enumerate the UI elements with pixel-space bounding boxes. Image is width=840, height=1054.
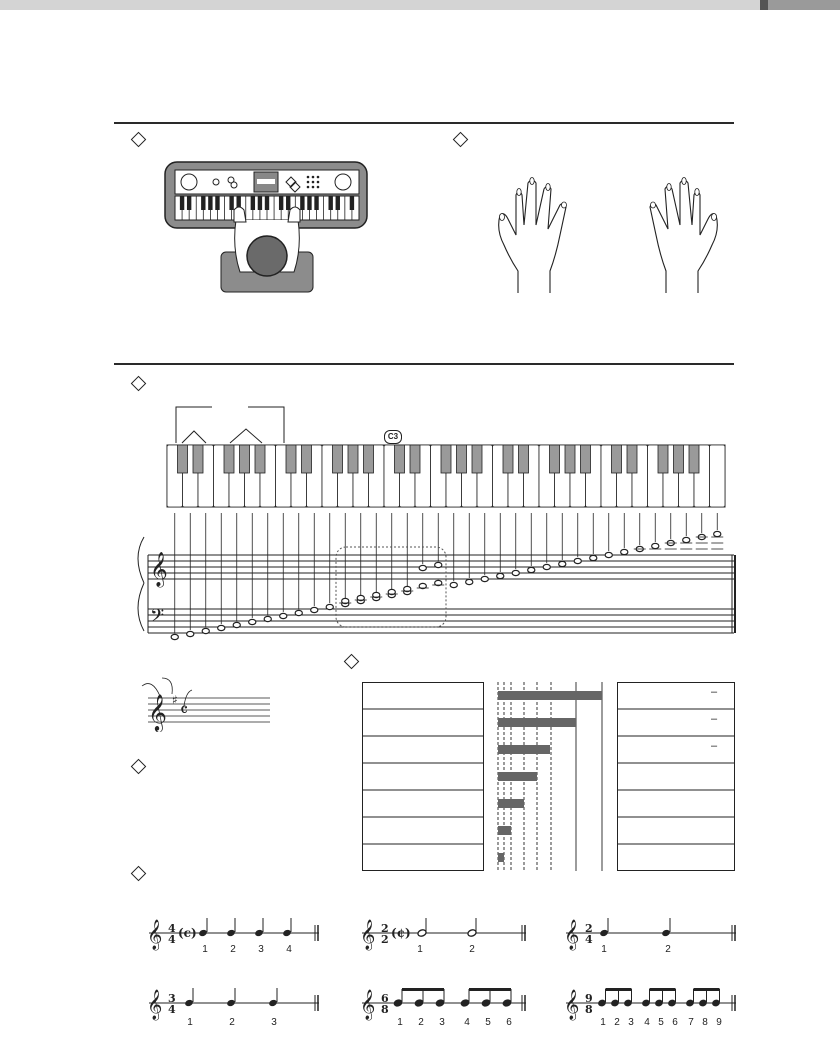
duration-bar — [498, 826, 511, 835]
note-head — [419, 565, 426, 570]
time-sig-bottom: 8 — [585, 1003, 593, 1016]
black-key — [193, 445, 203, 473]
beat-count: 1 — [202, 944, 208, 955]
dash-mark: – — [711, 686, 718, 698]
svg-text:𝄞: 𝄞 — [360, 920, 376, 950]
section-rule-top — [114, 122, 734, 124]
beat-count: 8 — [702, 1017, 708, 1028]
note-head — [683, 537, 690, 542]
beat-count: 3 — [439, 1017, 445, 1028]
note-head — [559, 561, 566, 566]
svg-text:𝄞: 𝄞 — [360, 990, 376, 1020]
page-header-strip — [0, 0, 840, 10]
black-key — [503, 445, 513, 473]
duration-bar — [498, 853, 504, 862]
beat-count: 4 — [286, 944, 292, 955]
black-key — [224, 445, 234, 473]
middle-c-marker: C3 — [384, 430, 402, 444]
black-key — [178, 445, 188, 473]
beat-count: 1 — [417, 944, 423, 955]
note-head — [590, 555, 597, 560]
black-key — [255, 445, 265, 473]
time-sig-bottom: 4 — [168, 933, 176, 946]
beat-count: 4 — [464, 1017, 470, 1028]
note-head — [605, 552, 612, 557]
hands-illustration — [490, 175, 730, 297]
black-key — [395, 445, 405, 473]
bass-clef: 𝄢 — [150, 606, 165, 631]
black-key — [180, 196, 184, 210]
note-head — [466, 579, 473, 584]
dash-mark: – — [711, 740, 718, 752]
time-sig-top: 9 — [585, 992, 593, 1005]
time-sig-bottom: 4 — [168, 1003, 176, 1016]
duration-bar — [498, 799, 524, 808]
time-signature-2-4 — [562, 915, 740, 955]
black-key — [201, 196, 205, 210]
section-bullet — [131, 376, 147, 392]
svg-text:𝄞: 𝄞 — [564, 990, 580, 1020]
beat-count: 2 — [230, 944, 236, 955]
section-rule-middle — [114, 363, 734, 365]
black-key — [229, 196, 233, 210]
black-key — [286, 196, 290, 210]
note-head — [187, 631, 194, 636]
treble-clef: 𝄞 — [150, 552, 168, 587]
beat-count: 2 — [229, 1017, 235, 1028]
page-header-tab — [760, 0, 768, 10]
black-key — [286, 445, 296, 473]
beat-count: 2 — [665, 944, 671, 955]
keyboard-note-range-diagram — [130, 395, 740, 645]
note-head — [280, 613, 287, 618]
black-key — [314, 196, 318, 210]
black-key — [674, 445, 684, 473]
note-head — [497, 573, 504, 578]
note-head — [450, 582, 457, 587]
note-head — [295, 610, 302, 615]
black-key — [364, 445, 374, 473]
black-key — [240, 445, 250, 473]
black-key — [658, 445, 668, 473]
note-head — [435, 562, 442, 567]
svg-text:𝄞: 𝄞 — [148, 693, 167, 731]
time-sig-bottom: 4 — [585, 933, 593, 946]
beat-count: 1 — [397, 1017, 403, 1028]
black-key — [441, 445, 451, 473]
beat-count: 3 — [258, 944, 264, 955]
black-key — [472, 445, 482, 473]
section-bullet — [131, 866, 147, 882]
beat-count: 3 — [271, 1017, 277, 1028]
note-head — [543, 564, 550, 569]
beat-count: 1 — [187, 1017, 193, 1028]
beat-count: 9 — [716, 1017, 722, 1028]
black-key — [300, 196, 304, 210]
beat-count: 1 — [600, 1017, 606, 1028]
note-head — [218, 625, 225, 630]
black-key — [187, 196, 191, 210]
duration-bar — [498, 772, 537, 781]
black-key — [302, 445, 312, 473]
black-key — [581, 445, 591, 473]
beat-count: 1 — [601, 944, 607, 955]
time-sig-alt: (c) — [178, 926, 197, 940]
beat-count: 2 — [418, 1017, 424, 1028]
black-key — [550, 445, 560, 473]
section-bullet — [344, 654, 360, 670]
note-head — [652, 543, 659, 548]
black-key — [208, 196, 212, 210]
black-key — [328, 196, 332, 210]
svg-text:𝄞: 𝄞 — [147, 920, 163, 950]
note-head — [249, 619, 256, 624]
time-sig-top: 3 — [168, 992, 176, 1005]
playing-posture-illustration — [164, 160, 370, 294]
beat-count: 6 — [506, 1017, 512, 1028]
white-key — [710, 445, 726, 507]
section-bullet — [453, 132, 469, 148]
duration-bar — [498, 718, 576, 727]
time-sig-top: 2 — [381, 922, 389, 935]
black-key — [265, 196, 269, 210]
black-key — [333, 445, 343, 473]
black-key — [689, 445, 699, 473]
beat-count: 2 — [614, 1017, 620, 1028]
beat-count: 6 — [672, 1017, 678, 1028]
note-head — [481, 576, 488, 581]
svg-text:𝄞: 𝄞 — [147, 990, 163, 1020]
note-head — [171, 634, 178, 639]
note-head — [311, 607, 318, 612]
beat-count: 4 — [644, 1017, 650, 1028]
black-key — [410, 445, 420, 473]
beat-count: 5 — [658, 1017, 664, 1028]
dash-mark: – — [711, 713, 718, 725]
note-head — [264, 616, 271, 621]
black-key — [612, 445, 622, 473]
key-signature-example — [140, 672, 272, 732]
svg-text:𝄴: 𝄴 — [180, 700, 189, 721]
duration-bar — [498, 691, 602, 700]
section-bullet — [131, 132, 147, 148]
black-key — [336, 196, 340, 210]
time-sig-top: 4 — [168, 922, 176, 935]
black-key — [258, 196, 262, 210]
black-key — [307, 196, 311, 210]
time-signature-2-2 — [358, 915, 530, 955]
black-key — [457, 445, 467, 473]
duration-bar — [498, 745, 550, 754]
note-head — [326, 604, 333, 609]
black-key — [519, 445, 529, 473]
black-key — [348, 445, 358, 473]
time-sig-alt: (¢) — [391, 926, 411, 940]
black-key — [279, 196, 283, 210]
note-value-table — [362, 682, 736, 872]
brace — [138, 537, 144, 631]
note-head — [621, 549, 628, 554]
black-key — [215, 196, 219, 210]
black-key — [627, 445, 637, 473]
beat-count: 2 — [469, 944, 475, 955]
black-key — [565, 445, 575, 473]
beat-count: 5 — [485, 1017, 491, 1028]
note-head — [528, 567, 535, 572]
beat-count: 3 — [628, 1017, 634, 1028]
time-sig-top: 6 — [381, 992, 389, 1005]
svg-text:𝄞: 𝄞 — [564, 920, 580, 950]
time-sig-bottom: 2 — [381, 933, 389, 946]
svg-text:♯: ♯ — [172, 693, 178, 707]
black-key — [251, 196, 255, 210]
note-head — [202, 628, 209, 633]
note-head — [714, 531, 721, 536]
section-bullet — [131, 759, 147, 775]
note-head — [574, 558, 581, 563]
time-sig-bottom: 8 — [381, 1003, 389, 1016]
beat-count: 7 — [688, 1017, 694, 1028]
time-sig-top: 2 — [585, 922, 593, 935]
page-header-end — [768, 0, 840, 10]
note-head — [512, 570, 519, 575]
black-key — [350, 196, 354, 210]
note-head — [233, 622, 240, 627]
